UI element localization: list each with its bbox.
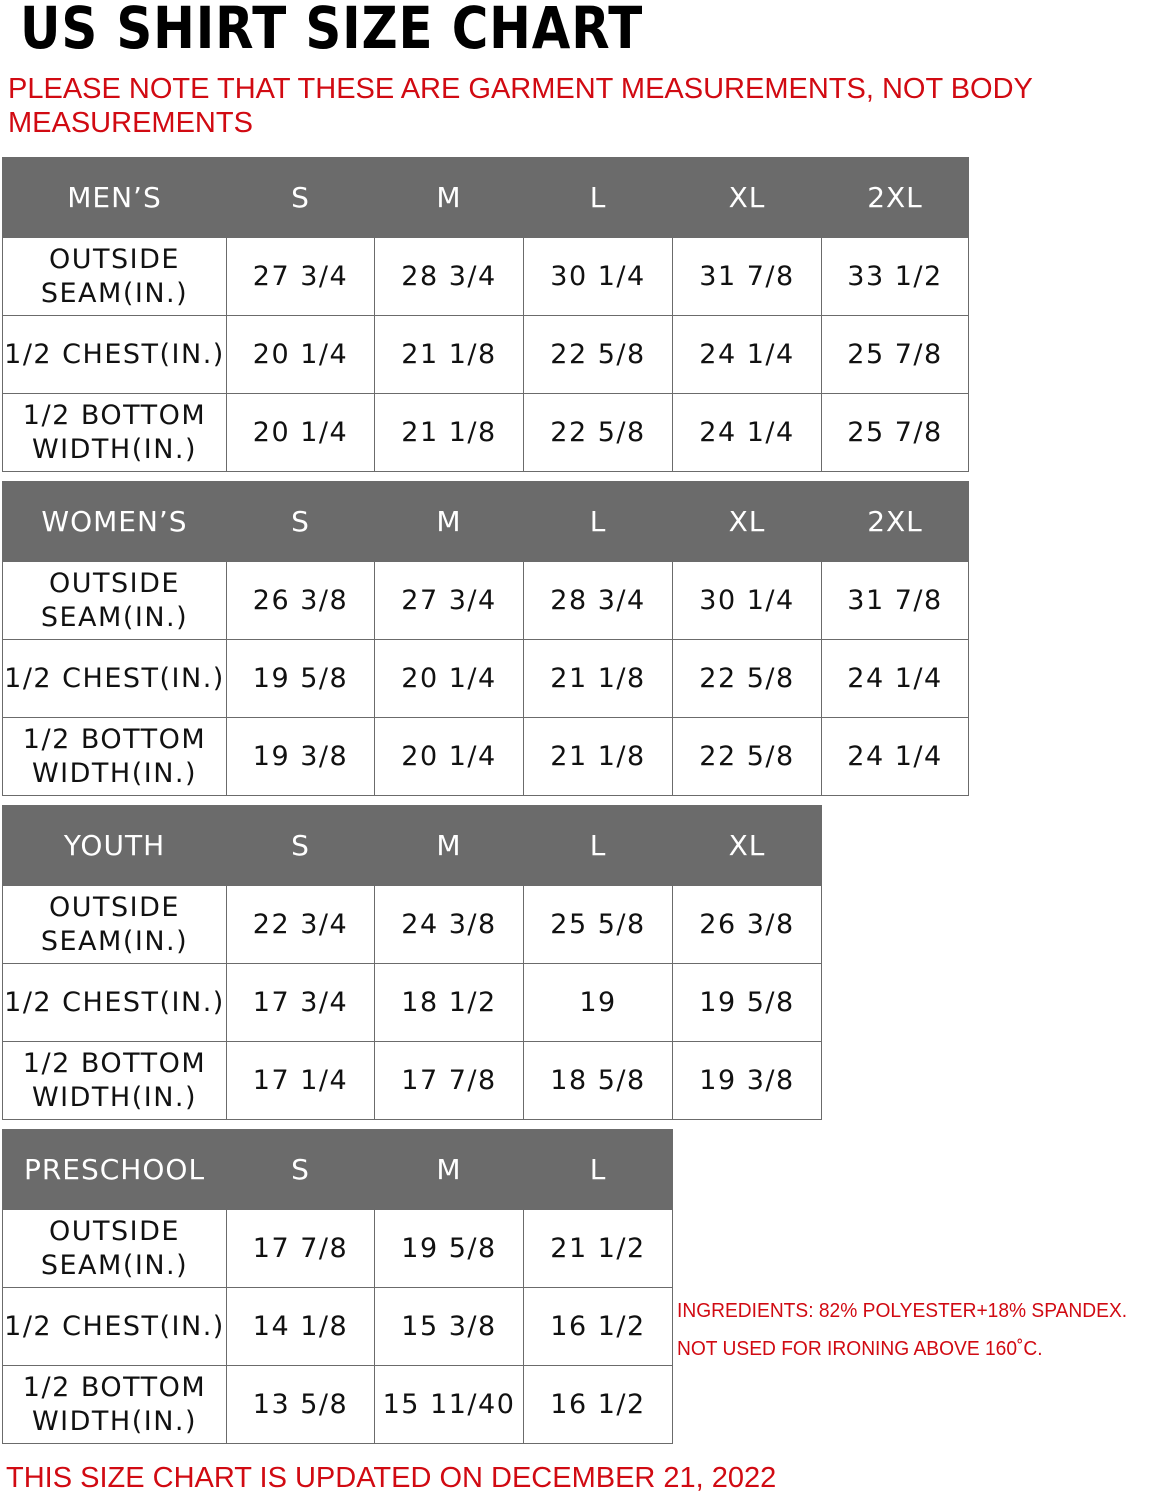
row-label-line: OUTSIDE — [49, 567, 180, 599]
row-label — [3, 718, 227, 796]
measurement-cell: 20 1/4 — [375, 640, 524, 718]
fabric-care-note — [677, 1292, 1136, 1368]
measurement-cell: 24 3/8 — [375, 886, 524, 964]
size-header: 2XL — [822, 482, 969, 562]
measurement-cell: 27 3/4 — [227, 238, 375, 316]
measurement-cell: 20 1/4 — [227, 394, 375, 472]
measurement-cell: 18 5/8 — [524, 1042, 673, 1120]
row-label-line: 1/2 BOTTOM — [22, 1371, 207, 1403]
row-label-line: 1/2 CHEST(IN.) — [4, 986, 225, 1018]
measurement-cell: 24 1/4 — [673, 316, 822, 394]
row-label-line: SEAM(IN.) — [40, 925, 189, 957]
row-label-line: SEAM(IN.) — [40, 601, 189, 633]
row-label — [3, 316, 227, 394]
table-row — [3, 1366, 673, 1444]
table-row — [3, 886, 822, 964]
category-header: MEN’S — [3, 158, 227, 238]
row-label-line: 1/2 CHEST(IN.) — [4, 662, 225, 694]
size-header: L — [524, 482, 673, 562]
measurement-cell: 17 3/4 — [227, 964, 375, 1042]
category-header: YOUTH — [3, 806, 227, 886]
row-label-line: OUTSIDE — [49, 891, 180, 923]
measurement-cell: 19 — [524, 964, 673, 1042]
row-label-line: SEAM(IN.) — [40, 1249, 189, 1281]
measurement-cell: 24 1/4 — [822, 718, 969, 796]
row-label — [3, 640, 227, 718]
measurement-cell: 33 1/2 — [822, 238, 969, 316]
mens-size-table — [2, 157, 969, 472]
size-header: 2XL — [822, 158, 969, 238]
row-label-line: WIDTH(IN.) — [31, 1405, 198, 1437]
preschool-size-table — [2, 1129, 673, 1444]
table-row — [3, 562, 969, 640]
measurement-cell: 31 7/8 — [822, 562, 969, 640]
size-header: M — [375, 158, 524, 238]
row-label-line: OUTSIDE — [49, 243, 180, 275]
measurement-cell: 15 3/8 — [375, 1288, 524, 1366]
measurement-cell: 25 7/8 — [822, 316, 969, 394]
table-header-row — [3, 806, 822, 886]
measurement-cell: 21 1/8 — [524, 718, 673, 796]
table-row — [3, 1288, 673, 1366]
row-label — [3, 1366, 227, 1444]
row-label-line: 1/2 BOTTOM — [22, 399, 207, 431]
row-label-line: SEAM(IN.) — [40, 277, 189, 309]
row-label — [3, 1210, 227, 1288]
measurement-cell: 27 3/4 — [375, 562, 524, 640]
size-header: S — [227, 806, 375, 886]
size-header: M — [375, 806, 524, 886]
measurement-cell: 22 5/8 — [524, 394, 673, 472]
measurement-cell: 17 7/8 — [375, 1042, 524, 1120]
size-header: L — [524, 1130, 673, 1210]
page-title: US SHIRT SIZE CHART — [20, 0, 644, 62]
measurement-cell: 16 1/2 — [524, 1366, 673, 1444]
row-label-line: WIDTH(IN.) — [31, 433, 198, 465]
row-label-line: OUTSIDE — [49, 1215, 180, 1247]
category-header: WOMEN’S — [3, 482, 227, 562]
updated-date-footer: THIS SIZE CHART IS UPDATED ON DECEMBER 21, 2022 — [6, 1462, 777, 1494]
measurement-cell: 31 7/8 — [673, 238, 822, 316]
table-row — [3, 238, 969, 316]
ironing-text: NOT USED FOR IRONING ABOVE 160˚C. — [677, 1338, 1043, 1360]
row-label — [3, 964, 227, 1042]
measurement-cell: 17 7/8 — [227, 1210, 375, 1288]
measurement-note: PLEASE NOTE THAT THESE ARE GARMENT MEASUREMENTS, NOT BODY MEASUREMENTS — [8, 73, 1033, 139]
table-row — [3, 964, 822, 1042]
size-header: XL — [673, 158, 822, 238]
measurement-cell: 18 1/2 — [375, 964, 524, 1042]
measurement-cell: 19 5/8 — [673, 964, 822, 1042]
measurement-cell: 24 1/4 — [673, 394, 822, 472]
measurement-cell: 26 3/8 — [227, 562, 375, 640]
measurement-cell: 30 1/4 — [524, 238, 673, 316]
measurement-cell: 15 11/40 — [375, 1366, 524, 1444]
measurement-cell: 17 1/4 — [227, 1042, 375, 1120]
measurement-cell: 28 3/4 — [375, 238, 524, 316]
row-label — [3, 394, 227, 472]
measurement-cell: 22 3/4 — [227, 886, 375, 964]
measurement-cell: 28 3/4 — [524, 562, 673, 640]
row-label-line: 1/2 CHEST(IN.) — [4, 338, 225, 370]
size-header: M — [375, 1130, 524, 1210]
measurement-cell: 16 1/2 — [524, 1288, 673, 1366]
row-label-line: 1/2 CHEST(IN.) — [4, 1310, 225, 1342]
table-row — [3, 718, 969, 796]
table-row — [3, 394, 969, 472]
youth-size-table — [2, 805, 822, 1120]
table-row — [3, 640, 969, 718]
table-header-row — [3, 482, 969, 562]
measurement-cell: 19 5/8 — [375, 1210, 524, 1288]
measurement-cell: 21 1/8 — [375, 316, 524, 394]
row-label-line: 1/2 BOTTOM — [22, 723, 207, 755]
measurement-cell: 21 1/8 — [524, 640, 673, 718]
measurement-cell: 21 1/2 — [524, 1210, 673, 1288]
womens-size-table — [2, 481, 969, 796]
table-header-row — [3, 158, 969, 238]
size-header: XL — [673, 482, 822, 562]
measurement-cell: 22 5/8 — [673, 640, 822, 718]
measurement-cell: 22 5/8 — [524, 316, 673, 394]
row-label — [3, 886, 227, 964]
size-header: S — [227, 158, 375, 238]
measurement-cell: 30 1/4 — [673, 562, 822, 640]
size-header: L — [524, 806, 673, 886]
row-label — [3, 562, 227, 640]
size-header: M — [375, 482, 524, 562]
category-header: PRESCHOOL — [3, 1130, 227, 1210]
measurement-cell: 20 1/4 — [227, 316, 375, 394]
measurement-cell: 19 3/8 — [227, 718, 375, 796]
row-label-line: WIDTH(IN.) — [31, 757, 198, 789]
row-label — [3, 1288, 227, 1366]
measurement-cell: 13 5/8 — [227, 1366, 375, 1444]
measurement-cell: 26 3/8 — [673, 886, 822, 964]
size-header: S — [227, 1130, 375, 1210]
size-header: XL — [673, 806, 822, 886]
measurement-cell: 14 1/8 — [227, 1288, 375, 1366]
measurement-cell: 24 1/4 — [822, 640, 969, 718]
table-header-row — [3, 1130, 673, 1210]
measurement-cell: 20 1/4 — [375, 718, 524, 796]
size-header: L — [524, 158, 673, 238]
table-row — [3, 1210, 673, 1288]
measurement-cell: 22 5/8 — [673, 718, 822, 796]
ingredients-text: INGREDIENTS: 82% POLYESTER+18% SPANDEX. — [677, 1300, 1128, 1322]
measurement-cell: 25 5/8 — [524, 886, 673, 964]
row-label-line: WIDTH(IN.) — [31, 1081, 198, 1113]
measurement-cell: 25 7/8 — [822, 394, 969, 472]
row-label — [3, 1042, 227, 1120]
size-header: S — [227, 482, 375, 562]
measurement-cell: 19 3/8 — [673, 1042, 822, 1120]
table-row — [3, 1042, 822, 1120]
table-row — [3, 316, 969, 394]
row-label-line: 1/2 BOTTOM — [22, 1047, 207, 1079]
measurement-cell: 21 1/8 — [375, 394, 524, 472]
row-label — [3, 238, 227, 316]
measurement-cell: 19 5/8 — [227, 640, 375, 718]
